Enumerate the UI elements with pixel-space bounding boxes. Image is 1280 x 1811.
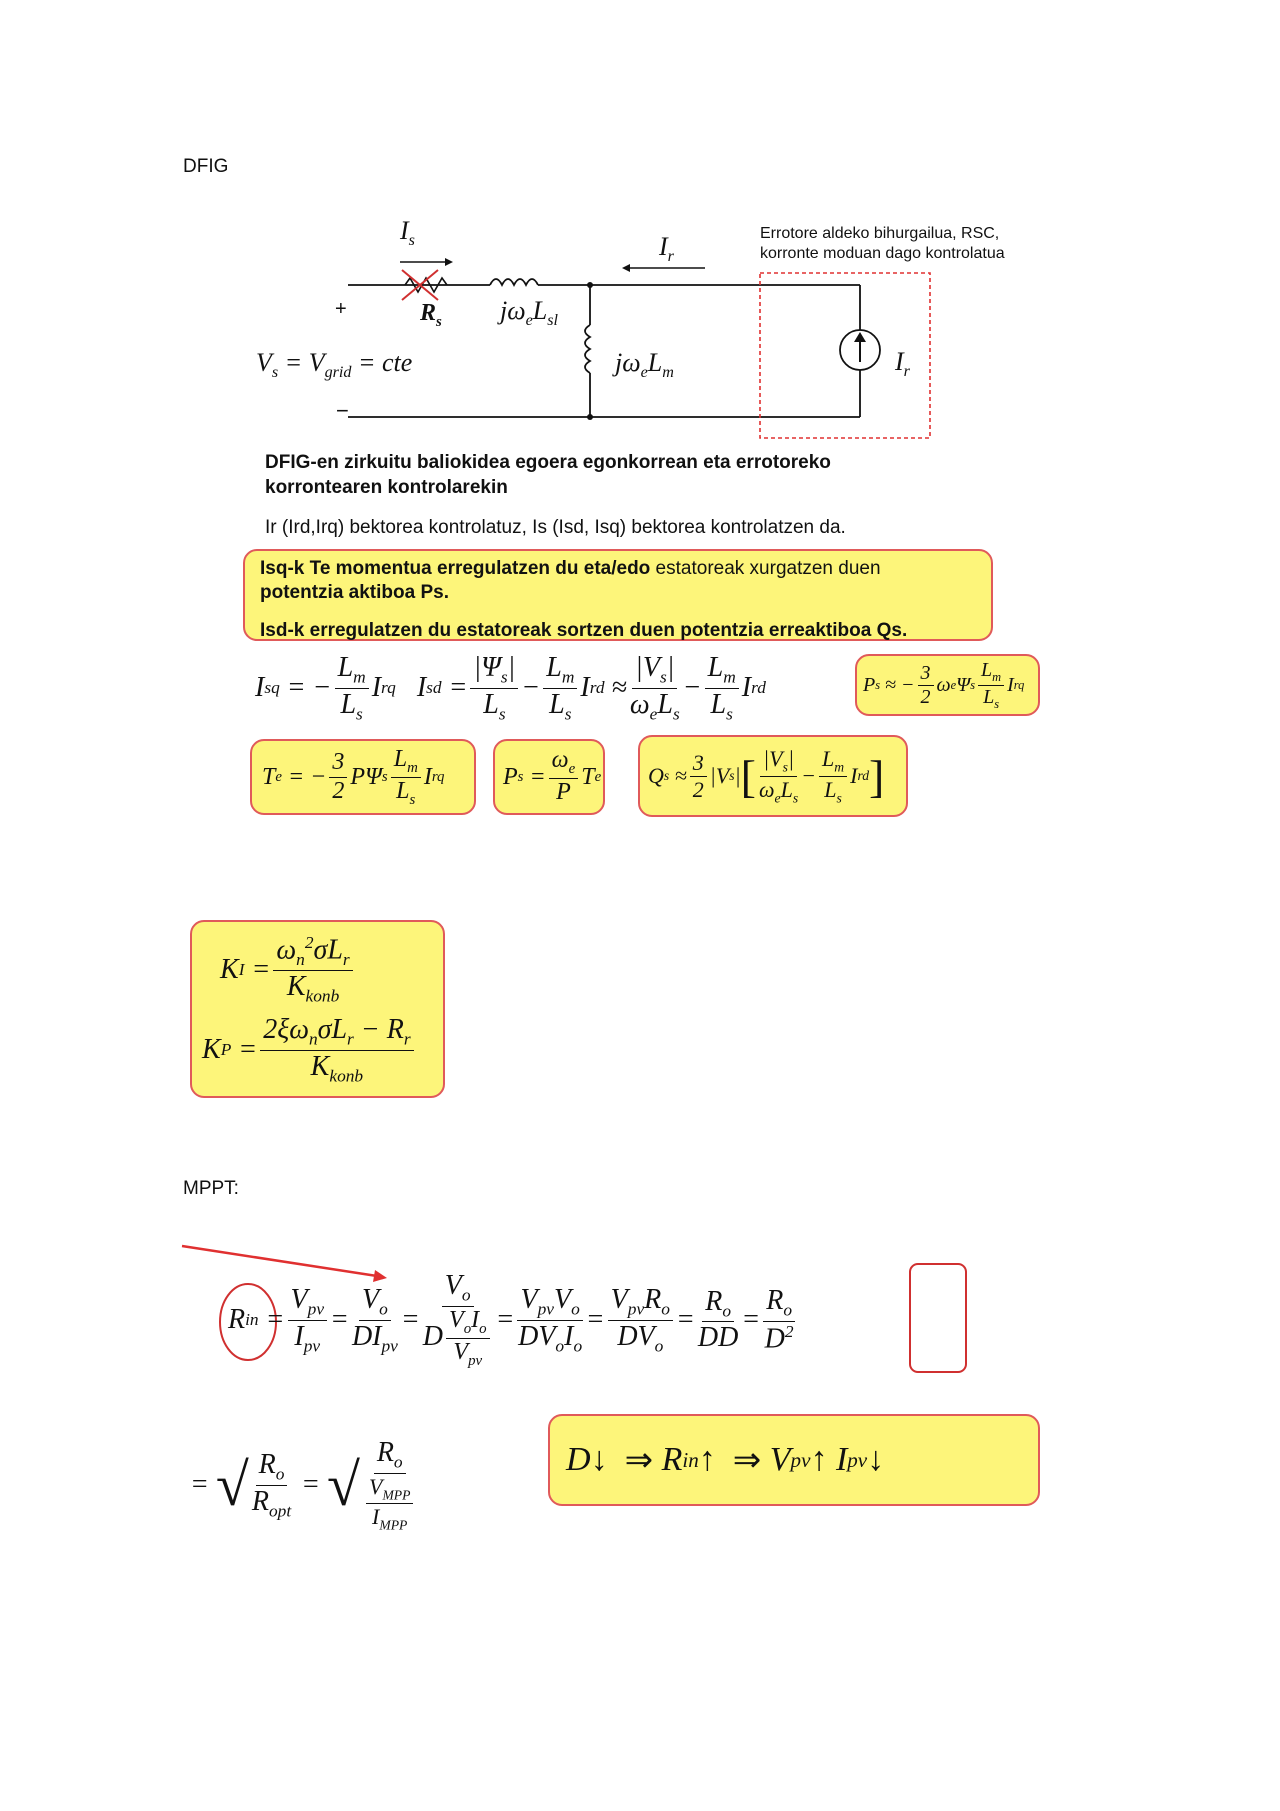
ki-formula: K I = $\frac{\omega_n^2\sigma L_r}{K_{konb}}$ [202,930,433,1010]
lm-label: $j\omega_eL_m$ [615,348,674,382]
lsl-label: $j\omega_eL_{sl}$ [500,296,558,330]
mppt-implication-box: D ↓ ⇒ R in ↑ ⇒ V pv ↑ I pv ↓ [548,1414,1040,1506]
note-box [243,549,993,641]
ir-label-top: $I_r$ [659,232,674,266]
note2: Isd-k erregulatzen du estatoreak sortzen duen potentzia erreaktiboa Qs. [260,620,908,641]
qs-formula-box: Q s ≈ $\frac{3}{2}$ |V s | [ $\frac{|V_s|}{\omega_eL_s}$ − $\frac{L_m}{L_s}$ I rd ] [638,735,908,817]
inductor-lm [585,325,590,373]
ps-formula-box: P s ≈ − $\frac{3}{2}$ ω e Ψ s $\frac{L_m}{L_s}$ I rq [855,654,1040,716]
plus-sign: + [335,298,347,320]
kp-formula: K P = $\frac{2\xi\omega_n\sigma L_r - R_r}{K_{konb}}$ [202,1010,433,1090]
note1: Isq-k Te momentua erregulatzen du eta/edo estatoreak xurgatzen duen [260,558,881,579]
vs-equation: $V_s = V_{grid}$ = cte [256,348,413,382]
ps-omega-box: P s = $\frac{\omega_e}{P}$ T e [493,739,605,815]
d2-box [910,1264,966,1372]
circuit-caption [265,450,831,500]
te-formula-box: T e = − $\frac{3}{2}$ PΨ s $\frac{L_m}{L_s}$ I rq [250,739,476,815]
note1-line2: potentzia aktiboa Ps. [260,582,449,603]
rsc-note-line1: Errotore aldeko bihurgailua, RSC, [760,225,1000,242]
dfig-heading: DFIG [183,156,229,177]
caption-line1: DFIG-en zirkuitu baliokidea egoera egonkorrean eta errotoreko [265,452,831,473]
caption-line2: korrontearen kontrolarekin [265,477,508,498]
isq-isd-formula: I sq = − $\frac{L_m}{L_s}$ I rq I sd = $\frac{|\Psi_s|}{L_s}$ − $\frac{L_m}{L_s}$ I rd ≈ $\frac{|V_s|}{\omega_eL_s}$ − $\frac{L_m}{L_s}$ I rd [255,651,766,724]
inductor-lsl [490,279,538,285]
root-equation: = √ $\frac{R_o}{R_{opt}}$ = √ $\frac{R_o}{\frac{V_{MPP}}{I_{MPP}}}$ [190,1430,419,1540]
mppt-heading: MPPT: [183,1178,239,1199]
rsc-note-line2: korronte moduan dago kontrolatua [760,245,1005,262]
ir-label-right: $I_r$ [895,347,910,381]
rin-equation: R in = $\frac{V_{pv}}{I_{pv}}$ = $\frac{V_o}{DI_{pv}}$ = $V_o$ D $\frac{V_oI_o}{V_{pv}}$ = $\frac{V_{pv}V_o}{DV_oI_o}$ = $\frac{V_{pv}R_o}{DV_o}$ = $\frac{R_o}{DD}$ = $\frac{R_o}{D^2}$ [228,1270,794,1369]
control-line: Ir (Ird,Irq) bektorea kontrolatuz, Is (Isd, Isq) bektorea kontrolatzen da. [265,517,846,538]
is-label: $I_s$ [400,216,415,250]
rsc-note [760,224,1005,264]
gains-formula-box [190,920,445,1098]
minus-sign: − [336,398,349,423]
rs-label: $R_s$ [420,300,442,330]
